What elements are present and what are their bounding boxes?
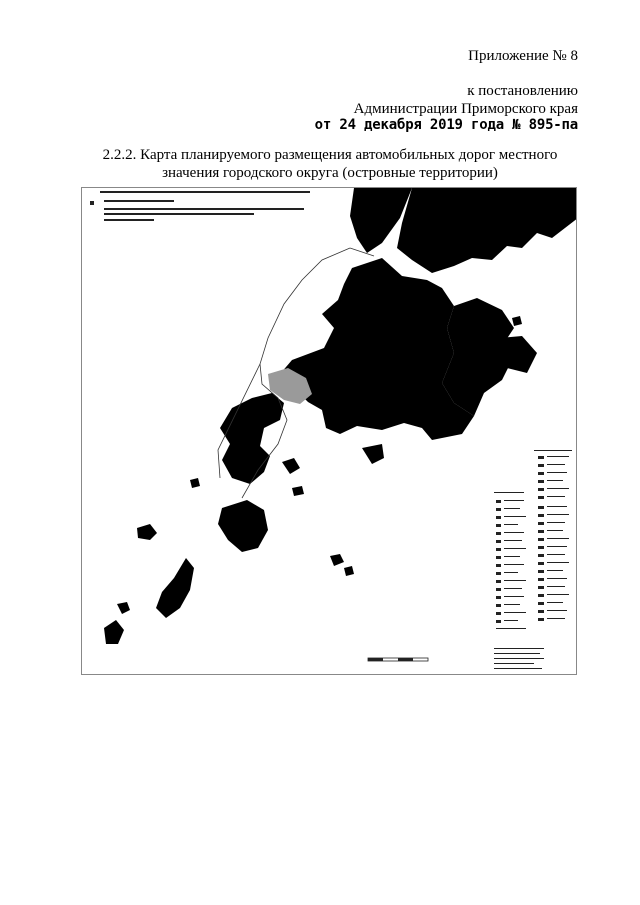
title-line-2: значения городского округа (островные территории) — [162, 165, 498, 181]
mainland-coast — [280, 188, 577, 440]
resolution-date-stamp: от 24 декабря 2019 года № 895-па — [314, 117, 578, 133]
resolution-reference: к постановлению — [467, 83, 578, 99]
document-title — [60, 146, 600, 182]
island-roads-map — [81, 187, 577, 675]
administration-name: Администрации Приморского края — [353, 101, 578, 117]
appendix-number: Приложение № 8 — [468, 48, 578, 64]
title-line-1: 2.2.2. Карта планируемого размещения автомобильных дорог местного — [102, 147, 558, 163]
map-legend — [494, 450, 572, 669]
map-drawing — [82, 188, 577, 675]
scale-bar — [368, 658, 428, 661]
map-header-block — [90, 191, 310, 221]
